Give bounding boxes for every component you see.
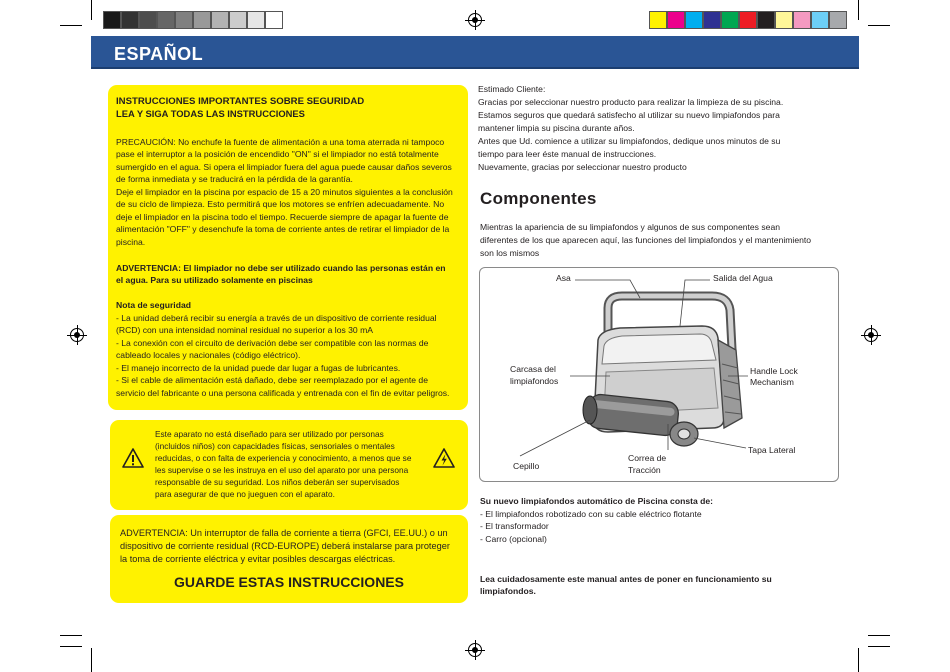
color-swatch	[175, 11, 193, 29]
color-swatch	[829, 11, 847, 29]
color-swatch	[157, 11, 175, 29]
cmyk-color-bar	[649, 11, 847, 29]
color-swatch	[721, 11, 739, 29]
color-swatch	[793, 11, 811, 29]
label-water-outlet: Salida del Agua	[713, 273, 773, 283]
components-heading: Componentes	[480, 189, 597, 208]
registration-mark-bottom	[468, 643, 482, 657]
page-title: ESPAÑOL	[114, 44, 204, 64]
color-swatch	[703, 11, 721, 29]
color-swatch	[211, 11, 229, 29]
color-swatch	[811, 11, 829, 29]
safety-subheading: LEA Y SIGA TODAS LAS INSTRUCCIONES	[116, 108, 305, 119]
color-swatch	[121, 11, 139, 29]
electric-shock-warning-icon	[433, 448, 455, 468]
keep-instructions-heading: GUARDE ESTAS INSTRUCCIONES	[174, 574, 404, 590]
list-item: - El limpiafondos robotizado con su cable eléctrico flotante	[480, 509, 702, 519]
label-handle: Asa	[556, 273, 571, 283]
label-brush: Cepillo	[513, 461, 540, 471]
label-side-cover: Tapa Lateral	[748, 445, 796, 455]
label-handle-lock-line2: Mechanism	[750, 377, 794, 387]
registration-mark-top	[468, 13, 482, 27]
grayscale-color-bar	[103, 11, 283, 29]
color-swatch	[139, 11, 157, 29]
list-item: - El transformador	[480, 521, 549, 531]
color-swatch	[757, 11, 775, 29]
color-swatch	[775, 11, 793, 29]
color-swatch	[667, 11, 685, 29]
color-swatch	[229, 11, 247, 29]
color-swatch	[739, 11, 757, 29]
safety-heading: INSTRUCCIONES IMPORTANTES SOBRE SEGURIDAD	[116, 96, 365, 107]
label-track-line2: Tracción	[628, 465, 661, 475]
color-swatch	[247, 11, 265, 29]
color-swatch	[685, 11, 703, 29]
color-swatch	[193, 11, 211, 29]
label-track-line1: Correa de	[628, 453, 667, 463]
label-housing-line2: limpiafondos	[510, 376, 559, 386]
color-swatch	[265, 11, 283, 29]
safety-note-title: Nota de seguridad	[116, 300, 191, 310]
label-handle-lock-line1: Handle Lock	[750, 366, 798, 376]
registration-mark-right	[864, 328, 878, 342]
registration-mark-left	[70, 328, 84, 342]
label-housing-line1: Carcasa del	[510, 364, 556, 374]
list-item: - Carro (opcional)	[480, 534, 547, 544]
contents-title: Su nuevo limpiafondos automático de Piscina consta de:	[480, 496, 714, 506]
color-swatch	[649, 11, 667, 29]
header-band	[91, 36, 859, 69]
components-diagram	[479, 267, 839, 482]
color-swatch	[103, 11, 121, 29]
warning-triangle-icon	[122, 448, 144, 468]
